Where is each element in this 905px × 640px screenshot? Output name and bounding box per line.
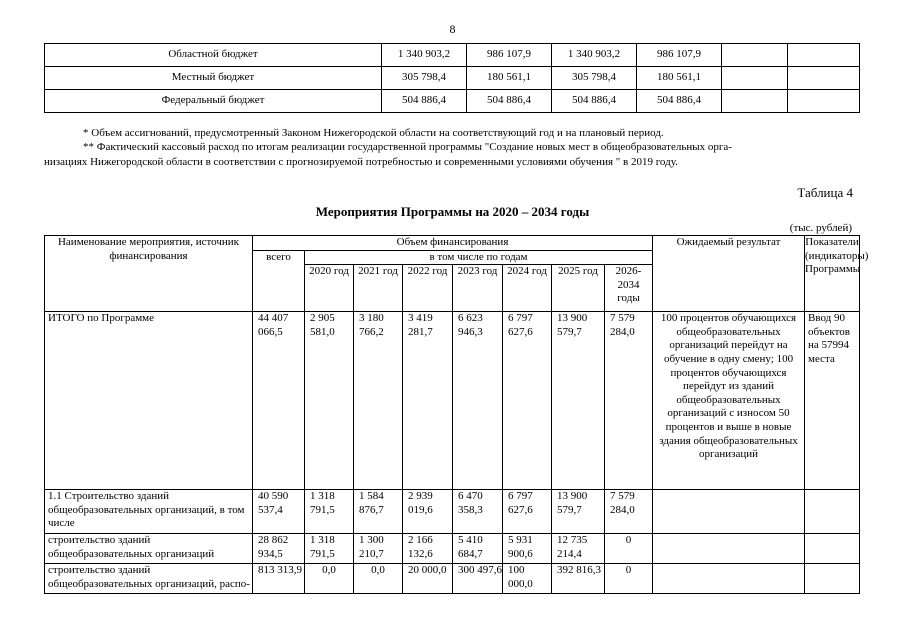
cell-total: 40 590 537,4 <box>253 490 305 534</box>
cell-year: 2 939 019,6 <box>403 490 453 534</box>
cell-value: 504 886,4 <box>382 90 467 113</box>
cell-indicator: Ввод 90 объектов на 57994 места <box>805 312 860 490</box>
cell-year: 0,0 <box>305 564 354 594</box>
footnote-2-line-1: ** Фактический кассовый расход по итогам реализации государственной программы "Создание новых мест в общеобразовательных орга- <box>83 141 732 153</box>
cell-total: 44 407 066,5 <box>253 312 305 490</box>
cell-year: 6 623 946,3 <box>453 312 503 490</box>
cell-result <box>653 564 805 594</box>
cell-total: 813 313,9 <box>253 564 305 594</box>
table-row <box>45 90 860 113</box>
cell-year: 2 166 132,6 <box>403 534 453 564</box>
header-year: 2023 год <box>453 265 503 312</box>
cell-value: 986 107,9 <box>467 44 552 67</box>
cell-indicator <box>805 534 860 564</box>
table-row <box>45 534 860 564</box>
header-row <box>45 236 860 251</box>
cell-year: 6 797 627,6 <box>503 490 552 534</box>
header-indicators: Показатели (индикаторы) Программы <box>805 236 860 312</box>
row-name: строительство зданий общеобразовательных организаций <box>45 534 253 564</box>
cell-result <box>653 490 805 534</box>
cell-year: 1 318 791,5 <box>305 534 354 564</box>
cell-year: 5 931 900,6 <box>503 534 552 564</box>
cell-result: 100 процентов обучающихся общеобразовательных организаций перейдут на обучение в одну смену; 100 процентов обучающихся перейдут из зданий общеобразовательных организаций с износом 50 процентов и выше в новые здания общеобразовательных организаций <box>653 312 805 490</box>
cell-value: 305 798,4 <box>382 67 467 90</box>
header-total: всего <box>253 250 305 312</box>
header-year: 2026-2034 годы <box>605 265 653 312</box>
program-measures-table <box>44 235 869 594</box>
cell-value: 504 886,4 <box>637 90 722 113</box>
cell-value: 986 107,9 <box>637 44 722 67</box>
table-title: Мероприятия Программы на 2020 – 2034 годы <box>315 204 590 219</box>
table-row <box>45 67 860 90</box>
cell-year: 392 816,3 <box>552 564 605 594</box>
cell-indicator <box>805 564 860 594</box>
header-year: 2025 год <box>552 265 605 312</box>
cell-value <box>788 44 860 67</box>
header-year: 2024 год <box>503 265 552 312</box>
cell-year: 13 900 579,7 <box>552 312 605 490</box>
cell-year: 2 905 581,0 <box>305 312 354 490</box>
cell-value: 504 886,4 <box>467 90 552 113</box>
cell-value: 1 340 903,2 <box>552 44 637 67</box>
cell-year: 3 419 281,7 <box>403 312 453 490</box>
table-row <box>45 490 860 534</box>
table-row <box>45 312 860 490</box>
cell-value: 1 340 903,2 <box>382 44 467 67</box>
cell-year: 7 579 284,0 <box>605 490 653 534</box>
row-name: ИТОГО по Программе <box>45 312 253 490</box>
cell-year: 0 <box>605 564 653 594</box>
header-year: 2021 год <box>354 265 403 312</box>
cell-result <box>653 534 805 564</box>
cell-year: 3 180 766,2 <box>354 312 403 490</box>
cell-year: 300 497,6 <box>453 564 503 594</box>
cell-year: 7 579 284,0 <box>605 312 653 490</box>
cell-year: 13 900 579,7 <box>552 490 605 534</box>
cell-year: 0 <box>605 534 653 564</box>
cell-indicator <box>805 490 860 534</box>
cell-year: 0,0 <box>354 564 403 594</box>
cell-year: 1 584 876,7 <box>354 490 403 534</box>
header-by-years: в том числе по годам <box>305 250 653 265</box>
table-row <box>45 564 860 594</box>
footnote-2-line-2: низациях Нижегородской области в соответствии с прогнозируемой потребностью и современными условиями обучения " в 2019 году. <box>44 156 678 168</box>
cell-value <box>788 67 860 90</box>
cell-value <box>788 90 860 113</box>
cell-year: 1 318 791,5 <box>305 490 354 534</box>
row-label: Местный бюджет <box>45 67 382 90</box>
cell-year: 6 470 358,3 <box>453 490 503 534</box>
header-funding: Объем финансирования <box>253 236 653 251</box>
cell-value: 504 886,4 <box>552 90 637 113</box>
table-label: Таблица 4 <box>797 185 853 200</box>
cell-year: 6 797 627,6 <box>503 312 552 490</box>
cell-year: 5 410 684,7 <box>453 534 503 564</box>
row-label: Областной бюджет <box>45 44 382 67</box>
header-name: Наименование мероприятия, источник финансирования <box>45 236 253 312</box>
cell-total: 28 862 934,5 <box>253 534 305 564</box>
cell-year: 12 735 214,4 <box>552 534 605 564</box>
header-year: 2020 год <box>305 265 354 312</box>
header-year: 2022 год <box>403 265 453 312</box>
row-name: строительство зданий общеобразовательных организаций, распо- <box>45 564 253 594</box>
row-name: 1.1 Строительство зданий общеобразовательных организаций, в том числе <box>45 490 253 534</box>
cell-value <box>722 67 788 90</box>
cell-year: 1 300 210,7 <box>354 534 403 564</box>
page-number: 8 <box>449 22 456 36</box>
unit-label: (тыс. рублей) <box>789 222 852 234</box>
header-result: Ожидаемый результат <box>653 236 805 312</box>
table-row <box>45 44 860 67</box>
cell-year: 20 000,0 <box>403 564 453 594</box>
cell-year: 100 000,0 <box>503 564 552 594</box>
footnote-1: * Объем ассигнований, предусмотренный Законом Нижегородской области на соответствующий год и на плановый период. <box>83 127 664 139</box>
cell-value: 180 561,1 <box>637 67 722 90</box>
cell-value <box>722 44 788 67</box>
cell-value <box>722 90 788 113</box>
cell-value: 180 561,1 <box>467 67 552 90</box>
row-label: Федеральный бюджет <box>45 90 382 113</box>
budget-summary-table <box>44 43 860 113</box>
cell-value: 305 798,4 <box>552 67 637 90</box>
